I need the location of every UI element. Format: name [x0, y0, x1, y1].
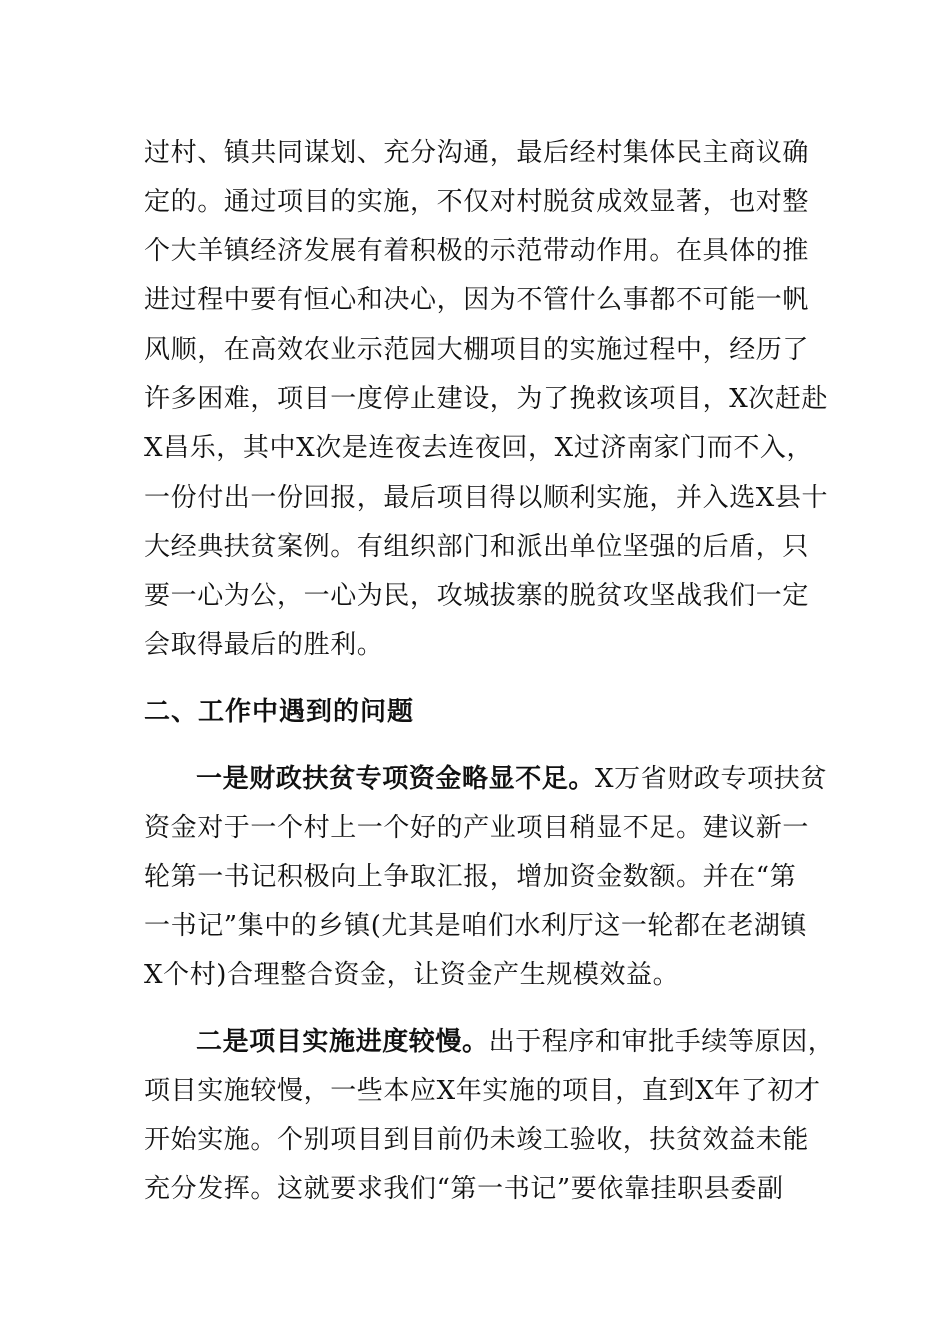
body-text-line: 过村、镇共同谋划、充分沟通，最后经村集体民主商议确 [144, 138, 810, 168]
body-text-line: 项目实施较慢，一些本应X年实施的项目，直到X年了初才 [144, 1076, 821, 1106]
body-text-line: 风顺，在高效农业示范园大棚项目的实施过程中，经历了 [144, 335, 810, 365]
point2-lead: 二是项目实施进度较慢。 [196, 1027, 489, 1057]
body-text-line: 定的。通过项目的实施，不仅对村脱贫成效显著，也对整 [144, 187, 810, 217]
point1-lead: 一是财政扶贫专项资金略显不足。 [196, 764, 596, 794]
body-text-line: 充分发挥。这就要求我们“第一书记”要依靠挂职县委副 [144, 1174, 784, 1204]
body-text-line: 要一心为公，一心为民，攻城拔寨的脱贫攻坚战我们一定 [144, 581, 810, 611]
point2-first-rest: 出于程序和审批手续等原因， [488, 1027, 835, 1057]
body-text-line: 资金对于一个村上一个好的产业项目稍显不足。建议新一 [144, 813, 810, 843]
body-text-line: 一书记”集中的乡镇(尤其是咱们水利厅这一轮都在老湖镇 [144, 911, 808, 941]
point1-first-line [196, 762, 827, 796]
body-text-line: X个村)合理整合资金，让资金产生规模效益。 [144, 960, 680, 990]
point1-first-rest: X万省财政专项扶贫 [595, 764, 827, 794]
body-text-line: 会取得最后的胜利。 [144, 630, 384, 660]
body-text-line: 开始实施。个别项目到目前仍未竣工验收，扶贫效益未能 [144, 1125, 810, 1155]
body-text-line: 个大羊镇经济发展有着积极的示范带动作用。在具体的推 [144, 236, 810, 266]
point2-first-line [196, 1025, 835, 1059]
section-heading: 二、工作中遇到的问题 [144, 697, 415, 727]
body-text-line: 大经典扶贫案例。有组织部门和派出单位坚强的后盾，只 [144, 532, 810, 562]
body-text-line: 进过程中要有恒心和决心，因为不管什么事都不可能一帆 [144, 285, 810, 315]
body-text-line: 一份付出一份回报，最后项目得以顺利实施，并入选X县十 [144, 483, 829, 513]
body-text-line: 许多困难，项目一度停止建设，为了挽救该项目，X次赶赴 [144, 384, 829, 414]
body-text-line: 轮第一书记积极向上争取汇报，增加资金数额。并在“第 [144, 862, 797, 892]
body-text-line: X昌乐，其中X次是连夜去连夜回，X过济南家门而不入， [144, 433, 814, 463]
